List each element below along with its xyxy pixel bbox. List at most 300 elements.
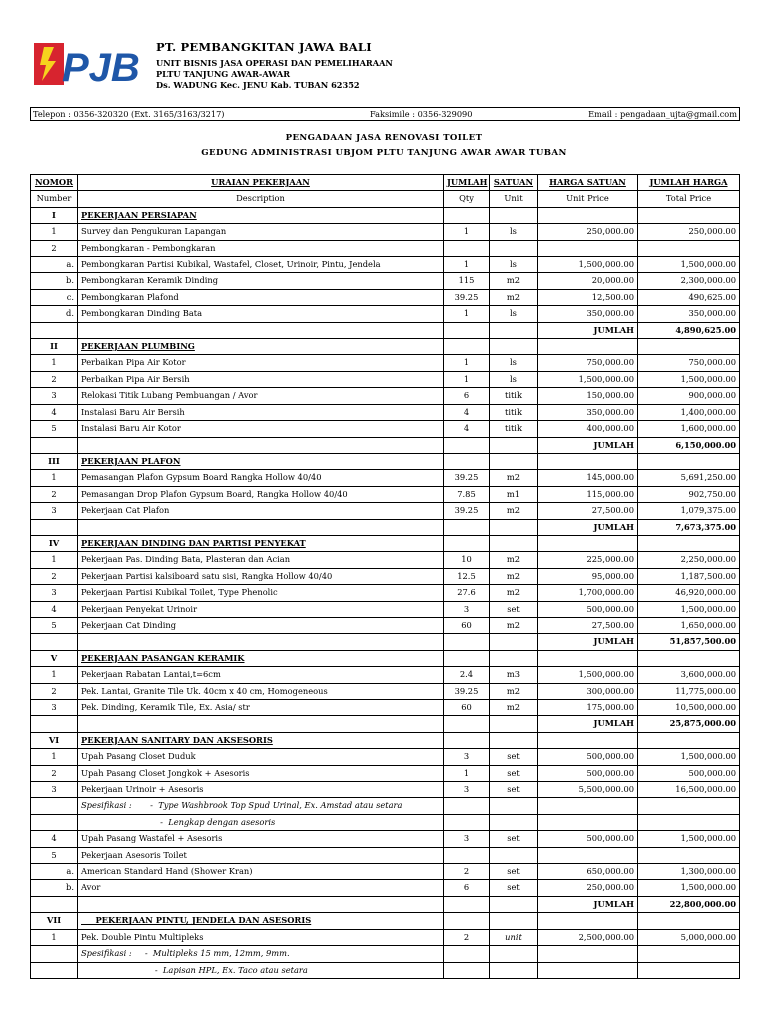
spec-row <box>31 962 740 978</box>
item-total-price: 1,079,375.00 <box>638 503 740 519</box>
item-unit-price: 1,500,000.00 <box>538 667 638 683</box>
item-unit-price: 20,000.00 <box>538 273 638 289</box>
th-uraian: URAIAN PEKERJAAN <box>78 175 444 191</box>
subtotal-row <box>31 437 740 453</box>
item-unit-price: 1,500,000.00 <box>538 257 638 273</box>
item-qty: 3 <box>444 782 490 798</box>
item-unit <box>490 240 538 256</box>
item-total-price: 1,400,000.00 <box>638 404 740 420</box>
item-row <box>31 929 740 945</box>
section-title <box>78 339 444 355</box>
empty-cell <box>490 322 538 338</box>
empty-cell <box>490 913 538 929</box>
item-number: 3 <box>31 388 78 404</box>
th-harga-satuan: HARGA SATUAN <box>538 175 638 191</box>
subtotal-label: JUMLAH <box>538 896 638 912</box>
item-unit-price: 300,000.00 <box>538 683 638 699</box>
item-unit-price: 400,000.00 <box>538 421 638 437</box>
item-description: Pekerjaan Penyekat Urinoir <box>78 601 444 617</box>
item-row <box>31 831 740 847</box>
item-description: Instalasi Baru Air Bersih <box>78 404 444 420</box>
item-unit: set <box>490 864 538 880</box>
item-qty: 27.6 <box>444 585 490 601</box>
company-unit: UNIT BISNIS JASA OPERASI DAN PEMELIHARAAN <box>156 57 393 68</box>
company-name: PT. PEMBANGKITAN JAWA BALI <box>156 40 372 54</box>
item-number: 1 <box>31 929 78 945</box>
item-unit-price: 650,000.00 <box>538 864 638 880</box>
item-description: Avor <box>78 880 444 896</box>
item-number: 4 <box>31 404 78 420</box>
item-unit-price: 750,000.00 <box>538 355 638 371</box>
item-qty: 3 <box>444 831 490 847</box>
empty-cell <box>490 453 538 469</box>
doc-title-line1: PENGADAAN JASA RENOVASI TOILET <box>285 133 483 143</box>
item-row <box>31 404 740 420</box>
empty-cell <box>538 962 638 978</box>
item-qty: 4 <box>444 404 490 420</box>
item-unit <box>490 847 538 863</box>
item-row <box>31 421 740 437</box>
item-number: 2 <box>31 486 78 502</box>
item-total-price: 900,000.00 <box>638 388 740 404</box>
empty-cell <box>78 437 444 453</box>
item-qty: 1 <box>444 355 490 371</box>
empty-cell <box>538 732 638 748</box>
section-row <box>31 207 740 223</box>
spec-text: - Lapisan HPL, Ex. Taco atau setara <box>78 962 444 978</box>
item-total-price <box>638 240 740 256</box>
subtotal-value: 4,890,625.00 <box>638 322 740 338</box>
company-address: Ds. WADUNG Kec. JENU Kab. TUBAN 62352 <box>156 79 360 90</box>
empty-cell <box>31 322 78 338</box>
item-description: Pekerjaan Urinoir + Asesoris <box>78 782 444 798</box>
empty-cell <box>31 814 78 830</box>
item-number: 3 <box>31 782 78 798</box>
empty-cell <box>638 946 740 962</box>
sub-item-row <box>31 289 740 305</box>
item-unit-price: 27,500.00 <box>538 503 638 519</box>
section-title-text: PEKERJAAN PASANGAN KERAMIK <box>81 652 245 663</box>
subtotal-label: JUMLAH <box>538 437 638 453</box>
subtotal-value: 25,875,000.00 <box>638 716 740 732</box>
item-total-price: 5,691,250.00 <box>638 470 740 486</box>
item-unit-price: 1,700,000.00 <box>538 585 638 601</box>
empty-cell <box>638 798 740 814</box>
item-qty: 39.25 <box>444 683 490 699</box>
item-row <box>31 355 740 371</box>
th-jumlah: JUMLAH <box>444 175 490 191</box>
subtotal-row <box>31 716 740 732</box>
item-qty: 1 <box>444 765 490 781</box>
item-unit: m2 <box>490 617 538 633</box>
item-total-price: 1,500,000.00 <box>638 601 740 617</box>
empty-cell <box>490 896 538 912</box>
section-title-text: PEKERJAAN PLAFON <box>81 455 181 466</box>
item-row <box>31 765 740 781</box>
item-unit-price: 500,000.00 <box>538 765 638 781</box>
empty-cell <box>538 913 638 929</box>
item-row <box>31 601 740 617</box>
item-number: 2 <box>31 683 78 699</box>
empty-cell <box>538 798 638 814</box>
section-number: I <box>31 207 78 223</box>
item-qty: 115 <box>444 273 490 289</box>
empty-cell <box>490 716 538 732</box>
empty-cell <box>538 814 638 830</box>
item-unit-price: 5,500,000.00 <box>538 782 638 798</box>
empty-cell <box>444 207 490 223</box>
item-row <box>31 847 740 863</box>
item-unit-price: 95,000.00 <box>538 568 638 584</box>
item-qty: 4 <box>444 421 490 437</box>
item-description: Pekerjaan Asesoris Toilet <box>78 847 444 863</box>
doc-title-line2: GEDUNG ADMINISTRASI UBJOM PLTU TANJUNG AWAR AWAR TUBAN <box>201 148 567 158</box>
item-unit-price: 150,000.00 <box>538 388 638 404</box>
section-title <box>78 913 444 929</box>
item-qty: 10 <box>444 552 490 568</box>
item-number: 3 <box>31 700 78 716</box>
subtotal-row <box>31 896 740 912</box>
item-total-price: 10,500,000.00 <box>638 700 740 716</box>
empty-cell <box>444 962 490 978</box>
item-number: 2 <box>31 765 78 781</box>
empty-cell <box>490 946 538 962</box>
item-description: Pemasangan Drop Plafon Gypsum Board, Rangka Hollow 40/40 <box>78 486 444 502</box>
item-qty: 6 <box>444 388 490 404</box>
subtotal-value: 22,800,000.00 <box>638 896 740 912</box>
item-unit: ls <box>490 257 538 273</box>
section-row <box>31 913 740 929</box>
empty-cell <box>444 896 490 912</box>
section-number: VII <box>31 913 78 929</box>
item-total-price: 1,650,000.00 <box>638 617 740 633</box>
sub-item-row <box>31 864 740 880</box>
section-row <box>31 339 740 355</box>
item-row <box>31 503 740 519</box>
item-unit: titik <box>490 404 538 420</box>
empty-cell <box>444 634 490 650</box>
item-number: 4 <box>31 601 78 617</box>
empty-cell <box>490 207 538 223</box>
item-number: d. <box>31 306 78 322</box>
item-total-price: 2,250,000.00 <box>638 552 740 568</box>
item-description: Pembongkaran - Pembongkaran <box>78 240 444 256</box>
item-row <box>31 617 740 633</box>
contact-bar <box>30 107 740 121</box>
empty-cell <box>490 650 538 666</box>
item-description: Pekerjaan Pas. Dinding Bata, Plasteran dan Acian <box>78 552 444 568</box>
item-number: 1 <box>31 470 78 486</box>
th-qty: Qty <box>444 191 490 207</box>
item-row <box>31 700 740 716</box>
empty-cell <box>31 634 78 650</box>
subtotal-label: JUMLAH <box>538 519 638 535</box>
logo-text: PJB <box>62 46 140 90</box>
item-unit: ls <box>490 224 538 240</box>
item-number: b. <box>31 273 78 289</box>
section-row <box>31 732 740 748</box>
item-unit: m2 <box>490 585 538 601</box>
empty-cell <box>638 732 740 748</box>
item-total-price: 1,500,000.00 <box>638 880 740 896</box>
item-total-price: 902,750.00 <box>638 486 740 502</box>
item-total-price: 1,600,000.00 <box>638 421 740 437</box>
item-number: a. <box>31 257 78 273</box>
item-number: 2 <box>31 568 78 584</box>
item-unit: ls <box>490 371 538 387</box>
empty-cell <box>490 634 538 650</box>
item-unit: m2 <box>490 503 538 519</box>
subtotal-value: 6,150,000.00 <box>638 437 740 453</box>
empty-cell <box>444 322 490 338</box>
empty-cell <box>31 962 78 978</box>
item-unit: m2 <box>490 289 538 305</box>
item-qty: 39.25 <box>444 503 490 519</box>
empty-cell <box>490 962 538 978</box>
th-number: Number <box>31 191 78 207</box>
th-jumlah-harga: JUMLAH HARGA <box>638 175 740 191</box>
item-description: Pekerjaan Cat Dinding <box>78 617 444 633</box>
section-number: IV <box>31 535 78 551</box>
subtotal-row <box>31 634 740 650</box>
th-satuan: SATUAN <box>490 175 538 191</box>
item-row <box>31 683 740 699</box>
empty-cell <box>638 535 740 551</box>
item-row <box>31 782 740 798</box>
item-unit: set <box>490 880 538 896</box>
empty-cell <box>444 453 490 469</box>
item-row <box>31 240 740 256</box>
th-description: Description <box>78 191 444 207</box>
item-row <box>31 667 740 683</box>
item-description: Pek. Double Pintu Multipleks <box>78 929 444 945</box>
item-unit: m2 <box>490 552 538 568</box>
item-qty: 1 <box>444 371 490 387</box>
item-description: Pembongkaran Plafond <box>78 289 444 305</box>
item-qty: 1 <box>444 306 490 322</box>
empty-cell <box>538 207 638 223</box>
item-total-price: 500,000.00 <box>638 765 740 781</box>
item-number: c. <box>31 289 78 305</box>
empty-cell <box>444 437 490 453</box>
item-number: 1 <box>31 355 78 371</box>
sub-item-row <box>31 257 740 273</box>
item-description: Upah Pasang Wastafel + Asesoris <box>78 831 444 847</box>
section-title <box>78 535 444 551</box>
item-description: Pek. Lantai, Granite Tile Uk. 40cm x 40 cm, Homogeneous <box>78 683 444 699</box>
item-qty: 7.85 <box>444 486 490 502</box>
empty-cell <box>444 519 490 535</box>
item-unit: set <box>490 601 538 617</box>
item-total-price: 1,500,000.00 <box>638 749 740 765</box>
item-unit: m2 <box>490 700 538 716</box>
item-unit-price: 350,000.00 <box>538 404 638 420</box>
item-qty: 2.4 <box>444 667 490 683</box>
section-number: VI <box>31 732 78 748</box>
item-row <box>31 224 740 240</box>
item-unit-price: 12,500.00 <box>538 289 638 305</box>
item-unit: m2 <box>490 568 538 584</box>
item-description: Pembongkaran Dinding Bata <box>78 306 444 322</box>
empty-cell <box>31 437 78 453</box>
item-qty: 39.25 <box>444 470 490 486</box>
empty-cell <box>444 946 490 962</box>
item-total-price: 5,000,000.00 <box>638 929 740 945</box>
section-row <box>31 535 740 551</box>
item-qty: 12.5 <box>444 568 490 584</box>
subtotal-label: JUMLAH <box>538 716 638 732</box>
item-total-price: 46,920,000.00 <box>638 585 740 601</box>
item-description: Pembongkaran Keramik Dinding <box>78 273 444 289</box>
empty-cell <box>490 732 538 748</box>
sub-item-row <box>31 273 740 289</box>
item-unit-price: 1,500,000.00 <box>538 371 638 387</box>
item-unit-price: 225,000.00 <box>538 552 638 568</box>
section-row <box>31 650 740 666</box>
item-description: Pemasangan Plafon Gypsum Board Rangka Hollow 40/40 <box>78 470 444 486</box>
section-title-text: PEKERJAAN PERSIAPAN <box>81 209 197 220</box>
item-unit-price: 175,000.00 <box>538 700 638 716</box>
empty-cell <box>538 946 638 962</box>
item-description: Relokasi Titik Lubang Pembuangan / Avor <box>78 388 444 404</box>
spec-row <box>31 814 740 830</box>
item-description: Upah Pasang Closet Jongkok + Asesoris <box>78 765 444 781</box>
item-unit-price: 250,000.00 <box>538 224 638 240</box>
sub-item-row <box>31 306 740 322</box>
subtotal-row <box>31 519 740 535</box>
subtotal-label: JUMLAH <box>538 634 638 650</box>
company-block <box>156 42 393 89</box>
item-total-price: 1,500,000.00 <box>638 257 740 273</box>
empty-cell <box>444 913 490 929</box>
subtotal-value: 51,857,500.00 <box>638 634 740 650</box>
item-number: b. <box>31 880 78 896</box>
item-description: Survey dan Pengukuran Lapangan <box>78 224 444 240</box>
item-unit: set <box>490 765 538 781</box>
item-description: Pekerjaan Rabatan Lantai,t=6cm <box>78 667 444 683</box>
item-qty: 3 <box>444 749 490 765</box>
section-title-text: PEKERJAAN PLUMBING <box>81 341 195 352</box>
empty-cell <box>538 339 638 355</box>
section-number: III <box>31 453 78 469</box>
item-description: Pekerjaan Partisi Kubikal Toilet, Type Phenolic <box>78 585 444 601</box>
item-total-price: 490,625.00 <box>638 289 740 305</box>
item-row <box>31 749 740 765</box>
item-description: American Standard Hand (Shower Kran) <box>78 864 444 880</box>
spec-row <box>31 798 740 814</box>
item-description: Instalasi Baru Air Kotor <box>78 421 444 437</box>
item-total-price <box>638 847 740 863</box>
empty-cell <box>490 437 538 453</box>
item-number: 5 <box>31 617 78 633</box>
item-row <box>31 568 740 584</box>
empty-cell <box>638 913 740 929</box>
section-title <box>78 207 444 223</box>
section-number: V <box>31 650 78 666</box>
item-unit: set <box>490 782 538 798</box>
item-unit-price: 2,500,000.00 <box>538 929 638 945</box>
item-total-price: 1,500,000.00 <box>638 371 740 387</box>
item-unit-price <box>538 847 638 863</box>
item-qty <box>444 240 490 256</box>
contact-fax: Faksimile : 0356-329090 <box>370 109 473 119</box>
item-row <box>31 486 740 502</box>
subtotal-label: JUMLAH <box>538 322 638 338</box>
empty-cell <box>490 339 538 355</box>
item-unit-price: 145,000.00 <box>538 470 638 486</box>
item-total-price: 2,300,000.00 <box>638 273 740 289</box>
item-total-price: 1,300,000.00 <box>638 864 740 880</box>
item-unit-price <box>538 240 638 256</box>
empty-cell <box>31 716 78 732</box>
item-unit: m1 <box>490 486 538 502</box>
item-total-price: 1,187,500.00 <box>638 568 740 584</box>
item-unit-price: 500,000.00 <box>538 601 638 617</box>
empty-cell <box>78 322 444 338</box>
empty-cell <box>538 535 638 551</box>
empty-cell <box>490 798 538 814</box>
section-number: II <box>31 339 78 355</box>
item-number: 1 <box>31 667 78 683</box>
section-title-text: PEKERJAAN DINDING DAN PARTISI PENYEKAT <box>81 537 306 548</box>
empty-cell <box>444 650 490 666</box>
item-qty: 6 <box>444 880 490 896</box>
section-title <box>78 650 444 666</box>
empty-cell <box>444 798 490 814</box>
empty-cell <box>78 896 444 912</box>
item-unit: titik <box>490 388 538 404</box>
item-row <box>31 371 740 387</box>
item-qty: 60 <box>444 617 490 633</box>
contact-email: Email : pengadaan_ujta@gmail.com <box>588 109 737 119</box>
item-number: 3 <box>31 503 78 519</box>
item-row <box>31 470 740 486</box>
section-title-text: PEKERJAAN PINTU, JENDELA DAN ASESORIS <box>81 915 312 926</box>
rab-table <box>30 174 740 979</box>
table-header-id <box>31 175 740 191</box>
item-total-price: 1,500,000.00 <box>638 831 740 847</box>
th-unit: Unit <box>490 191 538 207</box>
empty-cell <box>31 798 78 814</box>
item-qty: 60 <box>444 700 490 716</box>
empty-cell <box>638 962 740 978</box>
th-unit-price: Unit Price <box>538 191 638 207</box>
empty-cell <box>444 339 490 355</box>
subtotal-value: 7,673,375.00 <box>638 519 740 535</box>
item-unit-price: 350,000.00 <box>538 306 638 322</box>
pjb-logo <box>34 41 150 95</box>
empty-cell <box>444 732 490 748</box>
table-header-en <box>31 191 740 207</box>
empty-cell <box>638 339 740 355</box>
item-qty: 39.25 <box>444 289 490 305</box>
item-unit: m2 <box>490 273 538 289</box>
item-row <box>31 552 740 568</box>
section-title <box>78 453 444 469</box>
item-number: 5 <box>31 847 78 863</box>
item-description: Pekerjaan Cat Plafon <box>78 503 444 519</box>
item-unit: titik <box>490 421 538 437</box>
item-description: Upah Pasang Closet Duduk <box>78 749 444 765</box>
item-qty: 2 <box>444 864 490 880</box>
item-qty: 3 <box>444 601 490 617</box>
th-total-price: Total Price <box>638 191 740 207</box>
item-total-price: 250,000.00 <box>638 224 740 240</box>
item-unit: m2 <box>490 683 538 699</box>
item-number: a. <box>31 864 78 880</box>
item-description: Perbaikan Pipa Air Bersih <box>78 371 444 387</box>
item-unit: m3 <box>490 667 538 683</box>
